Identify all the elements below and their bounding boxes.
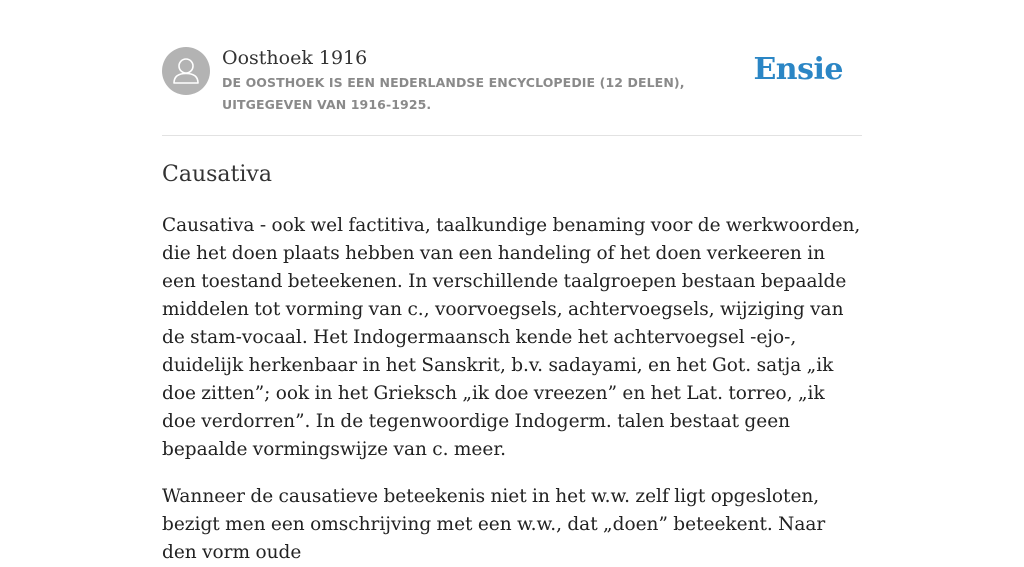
article-paragraph-1: Causativa - ook wel factitiva, taalkundige benaming voor de werkwoorden, die het doen plaats hebben van een handeling of het doen verkeeren in een toestand beteekenen. In verschillende taalgroepen bestaan bepaalde middelen tot vorming van c., voorvoegsels, achtervoegsels, wijziging van de stam-vocaal. Het Indogermaansch kende het achtervoegsel -ejo-, duidelijk herkenbaar in het Sanskrit, b.v. sadayami, en het Got. satja „ik doe zitten”; ook in het Grieksch „ik doe vreezen” en het Lat. torreo, „ik doe verdorren”. In de tegenwoordige Indogerm. talen bestaat geen bepaalde vormingswijze van c. meer.: [162, 215, 861, 460]
source-header: [162, 46, 862, 136]
user-silhouette-icon[interactable]: [162, 47, 210, 95]
header-divider: [162, 135, 862, 136]
source-name[interactable]: Oosthoek 1916: [222, 47, 368, 69]
source-description: DE OOSTHOEK IS EEN NEDERLANDSE ENCYCLOPEDIE (12 DELEN), UITGEGEVEN VAN 1916-1925.: [222, 75, 685, 112]
article-title: Causativa: [162, 162, 272, 187]
ensie-logo[interactable]: Ensie: [753, 52, 843, 87]
article: [162, 158, 862, 567]
article-paragraph-2: Wanneer de causatieve beteekenis niet in het w.w. zelf ligt opgesloten, bezigt men een omschrijving met een w.w., dat „doen” beteekent. Naar den vorm oude: [162, 486, 826, 563]
